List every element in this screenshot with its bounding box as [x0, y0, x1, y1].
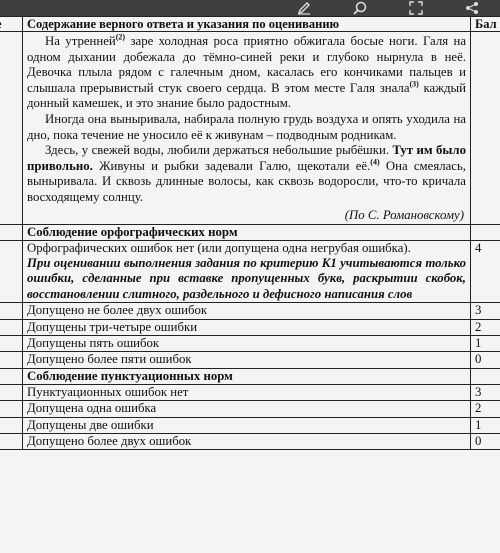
- grading-table: [0, 16, 500, 450]
- criterion-desc: Пунктуационных ошибок нет: [23, 384, 471, 400]
- criterion-desc: Допущено более двух ошибок: [23, 434, 471, 450]
- table-row: [0, 352, 500, 368]
- points-cell: 0: [471, 352, 500, 368]
- table-row: [0, 319, 500, 335]
- section-header: [0, 224, 500, 240]
- section-header: [0, 368, 500, 384]
- edit-icon[interactable]: [276, 0, 332, 16]
- section-title: Соблюдение орфографических норм: [23, 224, 471, 240]
- points-cell: 1: [471, 417, 500, 433]
- points-cell: 3: [471, 303, 500, 319]
- table-row: [0, 384, 500, 400]
- criterion-desc: Допущено не более двух ошибок: [23, 303, 471, 319]
- expand-icon[interactable]: [388, 0, 444, 16]
- header-points: Бал: [471, 17, 500, 32]
- paragraph: Здесь, у свежей воды, любили держаться небольшие рыбёшки. Тут им было привольно. Живуны и рыбки задевали Галю, щекотали её.$^{(4)}$ Она смеялась, выныривала. И сквозь длинные волосы, как сквозь водоросли, что-то кричала восходящему солнцу.: [27, 143, 466, 204]
- criterion-desc: Орфографических ошибок нет (или допущена одна негрубая ошибка).: [27, 240, 411, 255]
- paragraph: На утренней$^{(2)}$ заре холодная роса приятно обжигала босые ноги. Галя на одном дыхании добежала до тёмно-синей реки и глубоко нырнула в неё. Девочка плыла рядом с галечным дном, касалась его кончиками пальцев и слышала прерывистый стук своего сердца. В этом месте Галя знала$^{(3)}$ каждый донный камешек, и это знание было радостным.: [27, 32, 466, 111]
- points-cell: 2: [471, 401, 500, 417]
- reference-text: [23, 32, 471, 225]
- author-credit: (По С. Романовскому): [344, 207, 464, 222]
- criterion-desc: Допущены пять ошибок: [23, 335, 471, 351]
- share-icon[interactable]: [444, 0, 500, 16]
- table-row: [0, 434, 500, 450]
- paragraph: Иногда она выныривала, набирала полную грудь воздуха и опять уходила на дно, пока течение не уносило её к живунам – подводным родникам.: [27, 111, 466, 142]
- table-row: [0, 240, 500, 303]
- header-content: Содержание верного ответа и указания по оцениванию: [23, 17, 471, 32]
- points-cell: 0: [471, 434, 500, 450]
- criterion-desc: Допущены две ошибки: [23, 417, 471, 433]
- table-header: [0, 17, 500, 32]
- criterion-desc: Допущены три-четыре ошибки: [23, 319, 471, 335]
- points-cell: 3: [471, 384, 500, 400]
- points-cell: 4: [471, 240, 500, 303]
- table-row: [0, 401, 500, 417]
- criterion-desc: Допущено более пяти ошибок: [23, 352, 471, 368]
- criterion-desc: Допущена одна ошибка: [23, 401, 471, 417]
- viewer-toolbar: [0, 0, 500, 16]
- header-number: [0, 17, 23, 32]
- table-row: [0, 303, 500, 319]
- points-cell: 2: [471, 319, 500, 335]
- table-row: [0, 417, 500, 433]
- section-title: Соблюдение пунктуационных норм: [23, 368, 471, 384]
- table-row: [0, 335, 500, 351]
- text-row: [0, 32, 500, 225]
- criterion-note: При оценивании выполнения задания по критерию К1 учитываются только ошибки, сделанные при вставке пропущенных букв, раскрытии скобок, восстановлении слитного, раздельного и дефисного написания слов: [27, 255, 466, 301]
- points-cell: 1: [471, 335, 500, 351]
- document-page: [0, 16, 500, 553]
- search-icon[interactable]: [332, 0, 388, 16]
